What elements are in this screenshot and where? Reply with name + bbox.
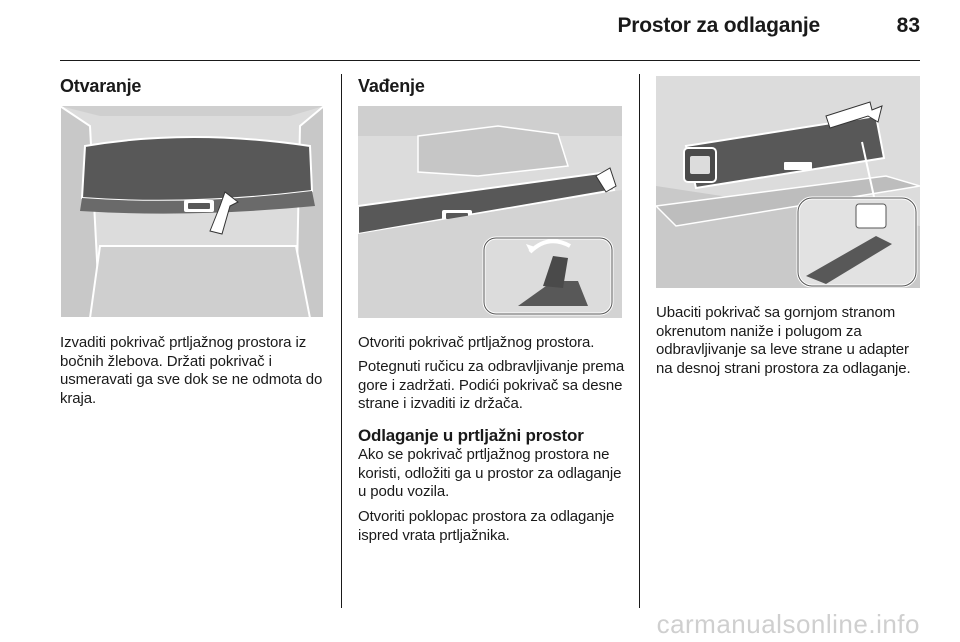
paragraph: Otvoriti pokrivač prtljažnog prostora. <box>358 334 595 351</box>
figure-cover-storage <box>656 76 920 288</box>
illustration-cover-opening <box>60 106 324 318</box>
section-heading-otvaranje: Otvaranje <box>60 76 142 96</box>
watermark: carmanualsonline.info <box>656 609 920 639</box>
paragraph: Ubaciti pokrivač sa gornjom stranom okrenutom naniže i polugom za odbravljivanje sa leve strane u adapter na desnoj strani prostora za odlaganje. <box>656 304 911 377</box>
page-number: 83 <box>896 14 920 37</box>
page-header-title: Prostor za odlaganje <box>617 14 820 37</box>
illustration-cover-storage <box>656 76 920 288</box>
column-divider <box>341 74 342 608</box>
paragraph: Otvoriti poklopac prostora za odlaganje ispred vrata prtljažnika. <box>358 508 615 544</box>
figure-cover-opening <box>60 106 324 318</box>
paragraph: Ako se pokrivač prtljažnog prostora ne koristi, odložiti ga u prostor za odlaganje u podu vozila. <box>358 446 622 501</box>
section-heading-odlaganje: Odlaganje u prtljažni prostor <box>358 426 584 445</box>
figure-cover-removal <box>358 106 622 318</box>
paragraph: Izvaditi pokrivač prtljažnog prostora iz bočnih žlebova. Držati pokrivač i usmeravati ga sve dok se ne odmota do kraja. <box>60 334 323 407</box>
section-heading-vadjenje: Vađenje <box>358 76 425 96</box>
illustration-cover-removal <box>358 106 622 318</box>
paragraph: Potegnuti ručicu za odbravljivanje prema gore i zadržati. Podići pokrivač sa desne strane i izvaditi iz držača. <box>358 358 625 413</box>
column-divider <box>639 74 640 608</box>
header-rule <box>60 60 920 61</box>
